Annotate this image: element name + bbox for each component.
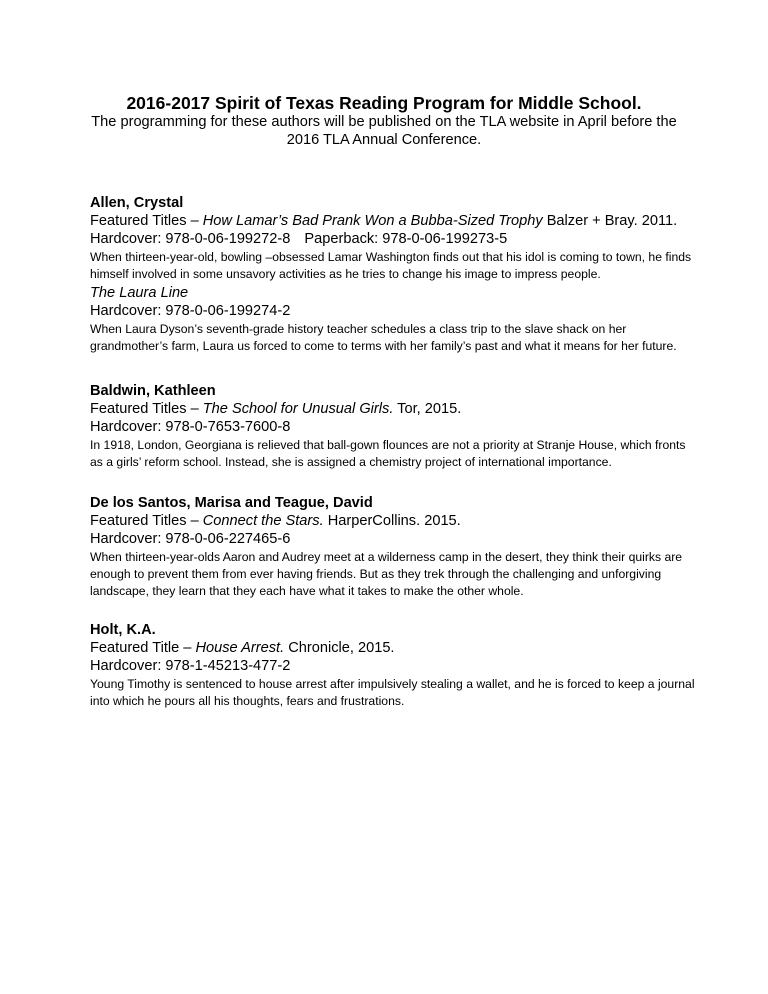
isbn-line (90, 302, 690, 320)
book-description: When thirteen-year-old, bowling –obsessed Lamar Washington finds out that his idol is coming to town, he finds himself involved in some unsavory activities as he tries to change his image to impress people. (90, 250, 692, 281)
featured-title-line (90, 400, 690, 418)
hardcover-isbn: Hardcover: 978-0-7653-7600-8 (90, 419, 291, 435)
book-title: Connect the Stars. (202, 513, 324, 529)
author-name: Holt, K.A. (90, 622, 156, 638)
author-entry-de-los-santos (90, 494, 690, 600)
author-entry-baldwin (90, 382, 690, 471)
book-title: The School for Unusual Girls. (202, 401, 394, 417)
book-description: In 1918, London, Georgiana is relieved that ball-gown flounces are not a priority at Stranje House, which fronts as a girls’ reform school. Instead, she is assigned a chemistry project of international importance. (90, 438, 686, 469)
book-description: When Laura Dyson’s seventh-grade history teacher schedules a class trip to the slave shack on her grandmother’s farm, Laura us forced to come to terms with her family’s past and what it means for her future. (90, 322, 677, 353)
publisher-info: Tor, 2015. (393, 401, 462, 417)
book-entry-laura-line (90, 284, 690, 355)
book-title: House Arrest. (195, 640, 285, 656)
featured-title-line (90, 212, 690, 230)
author-name: Allen, Crystal (90, 195, 184, 211)
book-title: The Laura Line (90, 285, 189, 301)
book-description: Young Timothy is sentenced to house arrest after impulsively stealing a wallet, and he is forced to keep a journal into which he pours all his thoughts, fears and frustrations. (90, 677, 695, 708)
book-description: When thirteen-year-olds Aaron and Audrey meet at a wilderness camp in the desert, they think their quirks are enough to prevent them from ever having friends. But as they trek through the challenging and unforgiving landscape, they learn that they each have what it takes to make the other whole. (90, 550, 683, 598)
author-entry-holt (90, 621, 695, 710)
document-subtitle: The programming for these authors will be published on the TLA website in April before the 2016 TLA Annual Conference. (91, 114, 677, 148)
publisher-info: HarperCollins. 2015. (323, 513, 461, 529)
paperback-isbn: Paperback: 978-0-06-199273-5 (304, 231, 508, 247)
author-name: Baldwin, Kathleen (90, 383, 216, 399)
hardcover-isbn: Hardcover: 978-1-45213-477-2 (90, 658, 291, 674)
hardcover-isbn: Hardcover: 978-0-06-227465-6 (90, 531, 291, 547)
publisher-info: Chronicle, 2015. (284, 640, 395, 656)
isbn-line (90, 657, 690, 675)
document-title: 2016-2017 Spirit of Texas Reading Program for Middle School. (126, 93, 642, 113)
featured-prefix: Featured Titles – (90, 513, 203, 529)
author-entry-allen (90, 194, 690, 283)
featured-prefix: Featured Titles – (90, 401, 203, 417)
featured-prefix: Featured Title – (90, 640, 196, 656)
author-name: De los Santos, Marisa and Teague, David (90, 495, 373, 511)
publisher-info: Balzer + Bray. 2011. (542, 213, 678, 229)
hardcover-isbn: Hardcover: 978-0-06-199272-8 (90, 231, 291, 247)
featured-title-line (90, 639, 690, 657)
featured-title-line (90, 512, 690, 530)
isbn-line (90, 530, 690, 548)
book-title-line (90, 284, 690, 302)
hardcover-isbn: Hardcover: 978-0-06-199274-2 (90, 303, 291, 319)
book-title: How Lamar’s Bad Prank Won a Bubba-Sized Trophy (202, 213, 543, 229)
featured-prefix: Featured Titles – (90, 213, 203, 229)
isbn-line (90, 230, 690, 248)
isbn-line (90, 418, 690, 436)
